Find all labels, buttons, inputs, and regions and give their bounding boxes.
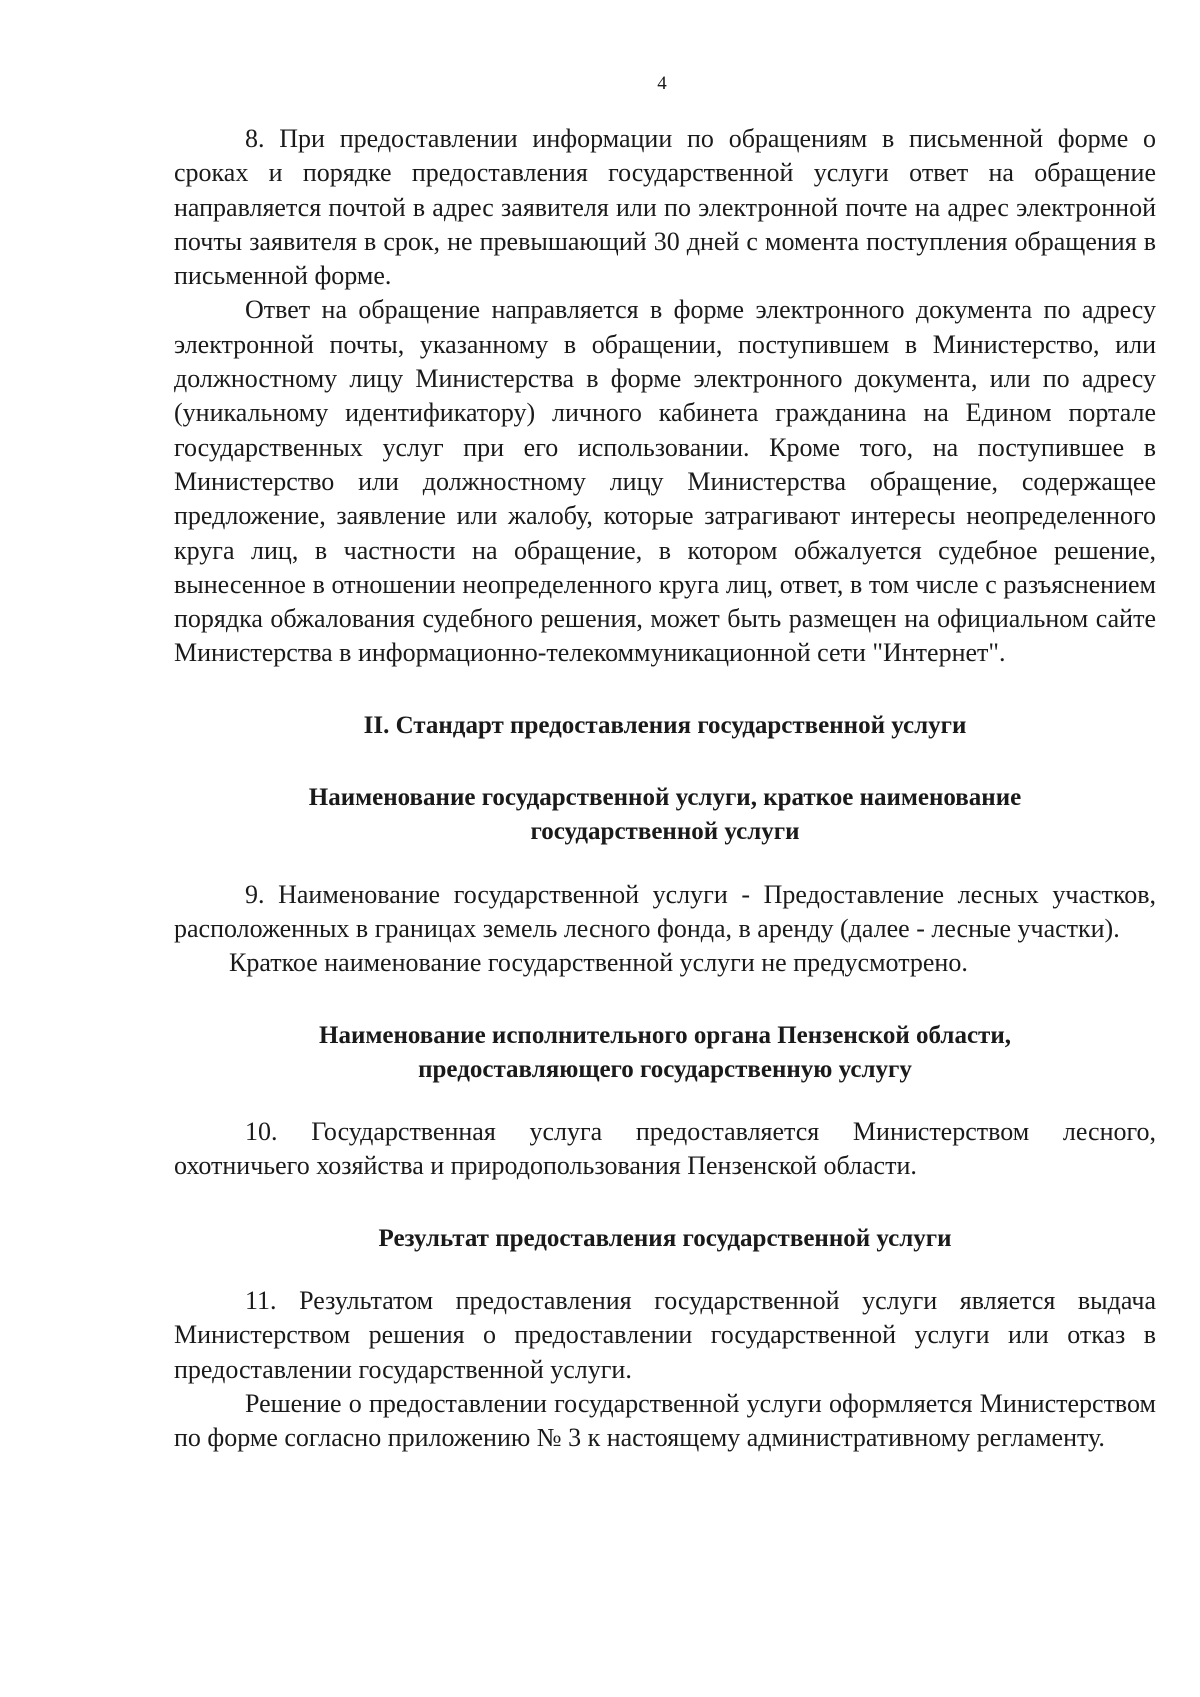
paragraph-11-decision: Решение о предоставлении государственной услуги оформляется Министерством по форме согласно приложению № 3 к настоящему административному регламенту. [174, 1388, 1156, 1453]
paragraph-9-short-name: Краткое наименование государственной услуги не предусмотрено. [229, 948, 968, 978]
heading-line: Наименование исполнительного органа Пензенской области, [319, 1021, 1011, 1049]
paragraph-8-response: Ответ на обращение направляется в форме электронного документа по адресу электронной почты, указанному в обращении, поступившем в Министерство, или должностному лицу Министерства в форме электронного документа, или по адресу (уникальному идентификатору) личного кабинета гражданина на Едином портале государственных услуг при его использовании. Кроме того, на поступившее в Министерство или должностному лицу Министерства обращение, содержащее предложение, заявление или жалобу, которые затрагивают интересы неопределенного круга лиц, в частности на обращение, в котором обжалуется судебное решение, вынесенное в отношении неопределенного круга лиц, ответ, в том числе с разъяснением порядка обжалования судебного решения, может быть размещен на официальном сайте Министерства в информационно-телекоммуникационной сети "Интернет". [174, 295, 1156, 668]
paragraph-9: 9. Наименование государственной услуги - Предоставление лесных участков, расположенных в границах земель лесного фонда, в аренду (далее - лесные участки). [174, 879, 1156, 943]
heading-line: государственной услуги [530, 818, 800, 846]
subsection-heading-result: Результат предоставления государственной услуги [378, 1224, 952, 1252]
subsection-heading-organ [174, 1019, 1156, 1088]
paragraph-10: 10. Государственная услуга предоставляется Министерством лесного, охотничьего хозяйства и природопользования Пензенской области. [174, 1117, 1156, 1181]
document-body [174, 122, 1156, 1456]
section-heading: II. Стандарт предоставления государственной услуги [363, 711, 967, 739]
page-number: 4 [657, 73, 667, 94]
subsection-heading-service-name [174, 781, 1156, 850]
paragraph-11: 11. Результатом предоставления государственной услуги является выдача Министерством решения о предоставлении государственной услуги или отказ в предоставлении государственной услуги. [174, 1286, 1156, 1384]
heading-line: Наименование государственной услуги, краткое наименование [308, 784, 1022, 812]
heading-line: предоставляющего государственную услугу [418, 1055, 912, 1083]
paragraph-8: 8. При предоставлении информации по обращениям в письменной форме о сроках и порядке предоставления государственной услуги ответ на обращение направляется почтой в адрес заявителя или по электронной почте на адрес электронной почты заявителя в срок, не превышающий 30 дней с момента поступления обращения в письменной форме. [174, 124, 1156, 291]
